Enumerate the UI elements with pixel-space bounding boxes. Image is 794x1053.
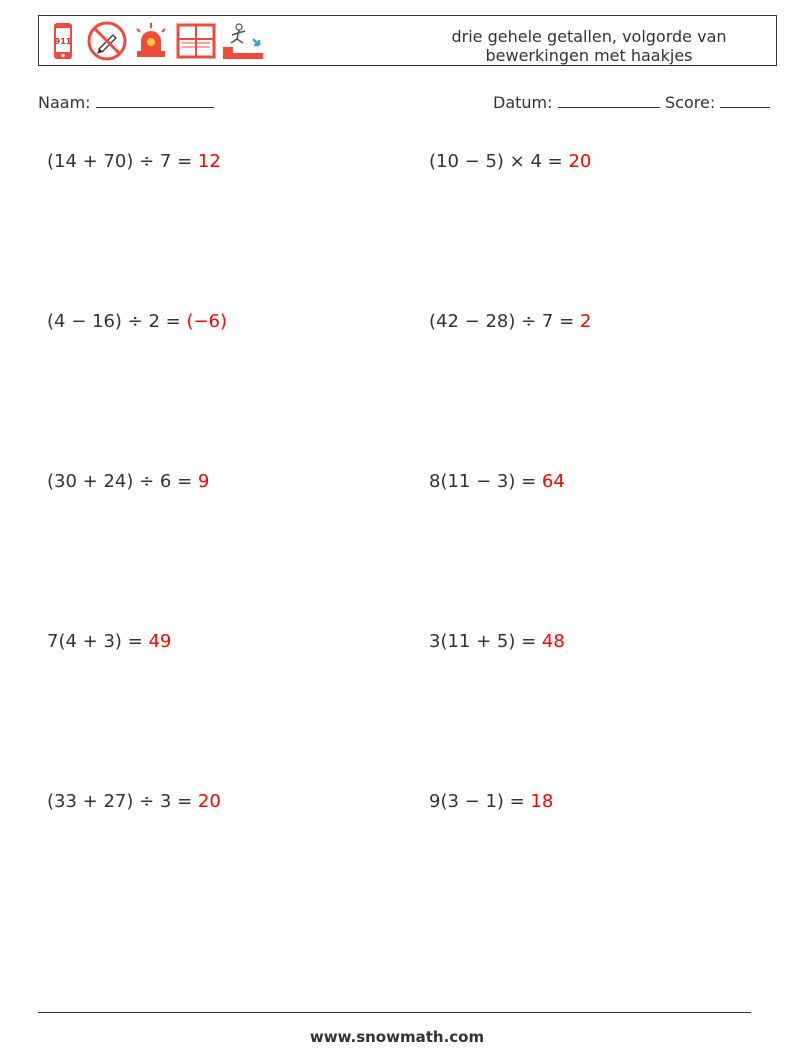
problem-9 [47, 791, 221, 812]
problem-answer: 20 [197, 791, 221, 812]
problem-expression: (30 + 24) ÷ 6 = [47, 471, 193, 492]
problem-expression: (33 + 27) ÷ 3 = [47, 791, 193, 812]
no-pencil-icon [87, 21, 127, 61]
problem-10 [429, 791, 553, 812]
date-label: Datum: [493, 93, 553, 112]
problem-6 [429, 471, 565, 492]
phone-911-icon [43, 21, 83, 61]
problem-expression: (4 − 16) ÷ 2 = [47, 311, 181, 332]
window-icon [176, 21, 216, 61]
problem-1 [47, 151, 221, 172]
problem-answer: 20 [568, 151, 592, 172]
problem-answer: 64 [541, 471, 565, 492]
problem-expression: 7(4 + 3) = [47, 631, 143, 652]
problem-expression: 3(11 + 5) = [429, 631, 537, 652]
problem-expression: 9(3 − 1) = [429, 791, 525, 812]
date-blank[interactable] [558, 93, 660, 108]
alarm-light-icon [131, 21, 171, 61]
problem-5 [47, 471, 209, 492]
problem-4 [429, 311, 591, 332]
problem-2 [429, 151, 591, 172]
problem-expression: (10 − 5) × 4 = [429, 151, 563, 172]
footer-divider [38, 1012, 751, 1013]
problem-answer: 18 [530, 791, 554, 812]
problem-answer: 9 [197, 471, 210, 492]
problem-expression: (42 − 28) ÷ 7 = [429, 311, 575, 332]
problem-answer: 12 [197, 151, 221, 172]
problem-answer: 49 [148, 631, 172, 652]
name-field[interactable] [38, 93, 214, 112]
phone-911-text: 911 [54, 37, 72, 46]
problem-3 [47, 311, 227, 332]
problem-answer: (−6) [186, 311, 228, 332]
problem-answer: 48 [541, 631, 565, 652]
title-line-2: bewerkingen met haakjes [485, 46, 693, 65]
date-field[interactable] [493, 93, 660, 112]
problem-answer: 2 [579, 311, 592, 332]
score-blank[interactable] [720, 93, 770, 108]
problem-7 [47, 631, 171, 652]
problem-expression: 8(11 − 3) = [429, 471, 537, 492]
problem-8 [429, 631, 565, 652]
score-field[interactable] [665, 93, 770, 112]
stairs-falling-icon [221, 21, 265, 61]
footer-url[interactable]: www.snowmath.com [309, 1028, 485, 1046]
name-blank[interactable] [96, 93, 214, 108]
problem-expression: (14 + 70) ÷ 7 = [47, 151, 193, 172]
worksheet-header [38, 15, 777, 66]
score-label: Score: [665, 93, 716, 112]
worksheet-title [439, 27, 739, 65]
title-line-1: drie gehele getallen, volgorde van [451, 27, 727, 46]
name-label: Naam: [38, 93, 91, 112]
